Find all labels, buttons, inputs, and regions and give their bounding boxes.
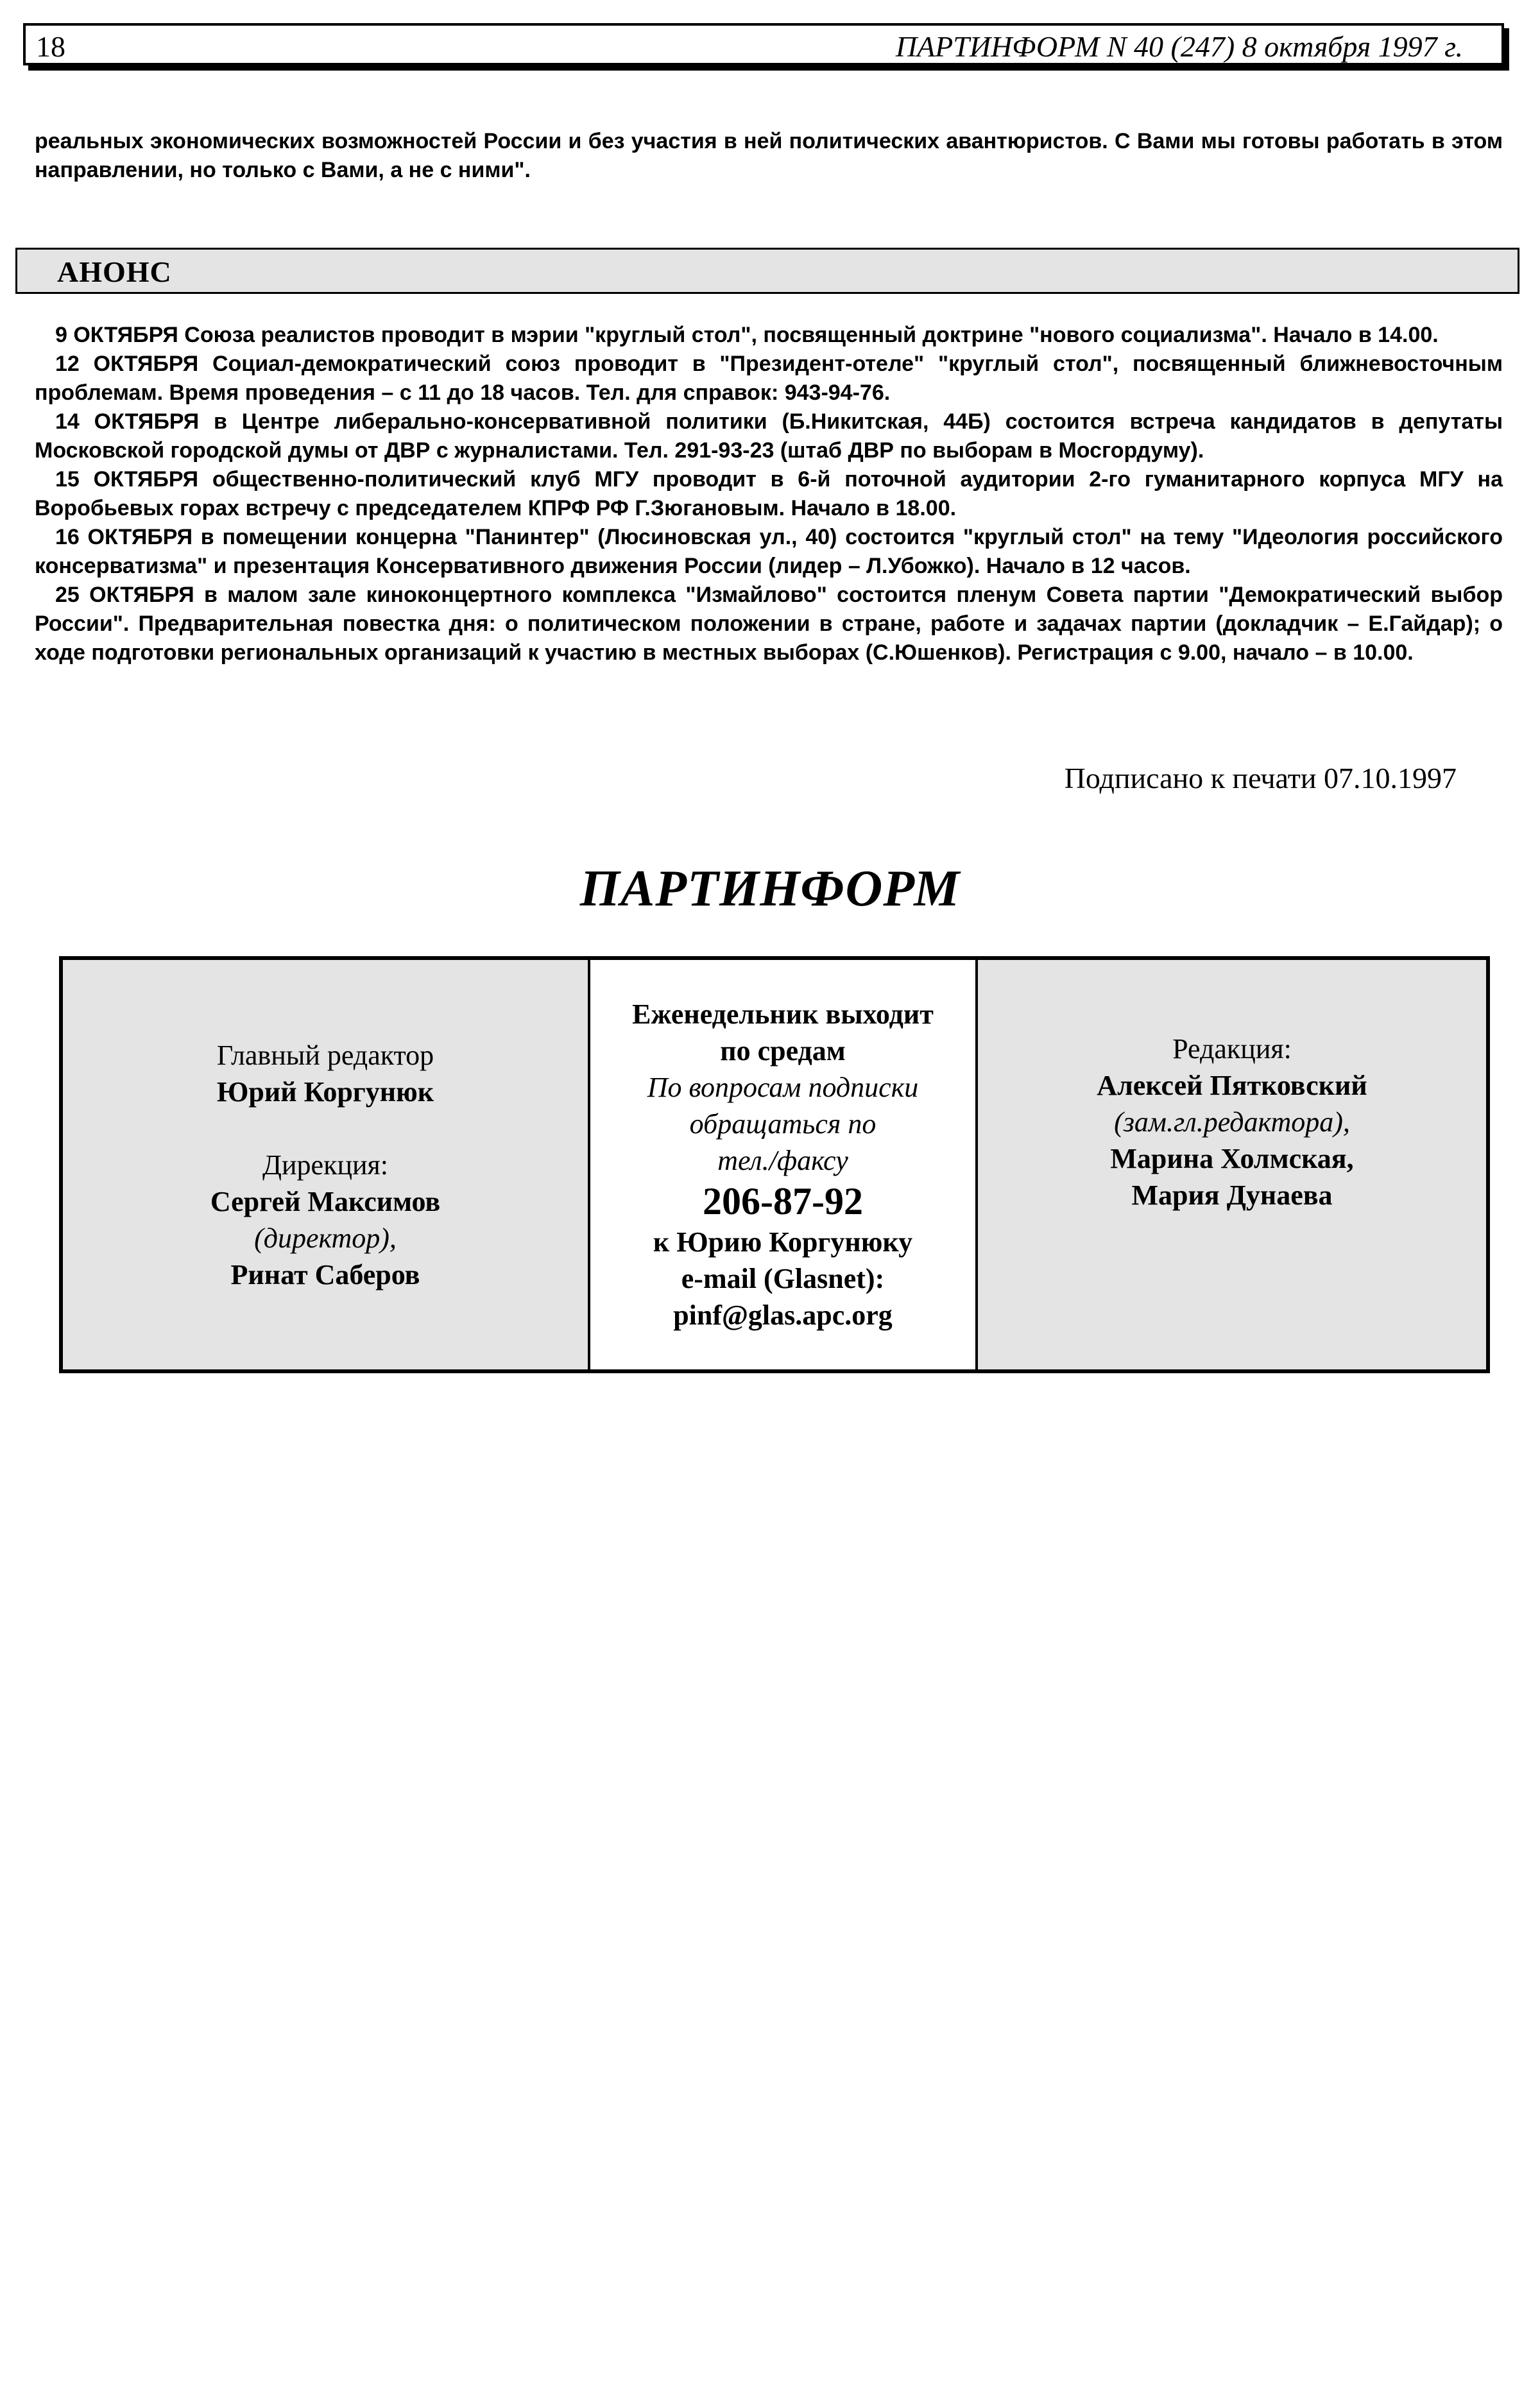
masthead: ПАРТИНФОРМ [579, 861, 961, 917]
section-title: АНОНС [57, 255, 172, 288]
subscription-line-3: тел./факсу [717, 1145, 848, 1176]
page-number: 18 [36, 30, 65, 63]
imprint-contact-column [590, 960, 978, 1369]
imprint-staff-column [978, 960, 1486, 1369]
announcement-item: 12 ОКТЯБРЯ Социал-демократический союз проводит в "Президент-отеле" "круглый стол", посвященный ближневосточным проблемам. Время проведения – с 11 до 18 часов. Тел. для справок: 943-94-76. [35, 352, 1503, 405]
page-header [23, 23, 1504, 65]
announcement-item: 9 ОКТЯБРЯ Союза реалистов проводит в мэрии "круглый стол", посвященный доктрине "нового социализма". Начало в 14.00. [55, 323, 1439, 347]
announcement-item: 14 ОКТЯБРЯ в Центре либерально-консервативной политики (Б.Никитская, 44Б) состоится встреча кандидатов в депутаты Московской городской думы от ДВР с журналистами. Тел. 291-93-23 (штаб ДВР по выборам в Мосгордуму). [35, 409, 1503, 463]
staff-member-name: Марина Холмская, [1110, 1143, 1354, 1174]
announcement-item: 16 ОКТЯБРЯ в помещении концерна "Панинтер" (Люсиновская ул., 40) состоится "круглый стол" на тему "Идеология российского консерватизма" и презентация Консервативного движения России (лидер – Л.Убожко). Начало в 12 часов. [35, 525, 1503, 578]
directorate-label: Дирекция: [262, 1149, 389, 1181]
phone-number: 206-87-92 [703, 1180, 863, 1222]
announcement-item: 25 ОКТЯБРЯ в малом зале киноконцертного комплекса "Измайлово" состоится пленум Совета партии "Демократический выбор России". Предварительная повестка дня: о политическом положении в стране, работе и задачах партии (докладчик – Е.Гайдар); о ходе подготовки региональных организаций к участию в местных выборах (С.Юшенков). Регистрация с 9.00, начало – в 10.00. [35, 583, 1503, 665]
contact-person: к Юрию Коргунюку [653, 1226, 913, 1258]
subscription-line-1: По вопросам подписки [647, 1072, 919, 1103]
deputy-editor-name: Алексей Пятковский [1097, 1070, 1367, 1101]
director-role: (директор), [254, 1222, 397, 1254]
email-address: pinf@glas.apc.org [673, 1299, 893, 1331]
lead-paragraph: реальных экономических возможностей России и без участия в ней политических авантюристов. С Вами мы готовы работать в этом направлении, но только с Вами, а не с ними". [35, 129, 1503, 182]
announcement-list [35, 321, 1503, 667]
directorate-member-name: Ринат Саберов [230, 1258, 420, 1290]
weekly-note-line-2: по средам [720, 1035, 846, 1067]
announcement-item: 15 ОКТЯБРЯ общественно-политический клуб МГУ проводит в 6-й поточной аудитории 2-го гуманитарного корпуса МГУ на Воробьевых горах встречу с председателем КПРФ РФ Г.Зюгановым. Начало в 18.00. [35, 467, 1503, 520]
editor-name: Юрий Коргунюк [216, 1075, 434, 1108]
section-heading [15, 248, 1519, 294]
staff-member-name: Мария Дунаева [1131, 1179, 1333, 1211]
signed-for-print: Подписано к печати 07.10.1997 [1064, 762, 1457, 794]
issue-title: ПАРТИНФОРМ N 40 (247) 8 октября 1997 г. [895, 30, 1463, 63]
imprint-box [59, 956, 1490, 1373]
imprint-editors-column [63, 960, 590, 1369]
weekly-note-line-1: Еженедельник выходит [632, 998, 934, 1030]
subscription-line-2: обращаться по [689, 1108, 877, 1140]
editor-label: Главный редактор [216, 1039, 434, 1071]
staff-label: Редакция: [1172, 1033, 1292, 1065]
email-label: e-mail (Glasnet): [681, 1263, 885, 1294]
director-name: Сергей Максимов [210, 1185, 441, 1217]
deputy-editor-role: (зам.гл.редактора), [1114, 1106, 1350, 1138]
